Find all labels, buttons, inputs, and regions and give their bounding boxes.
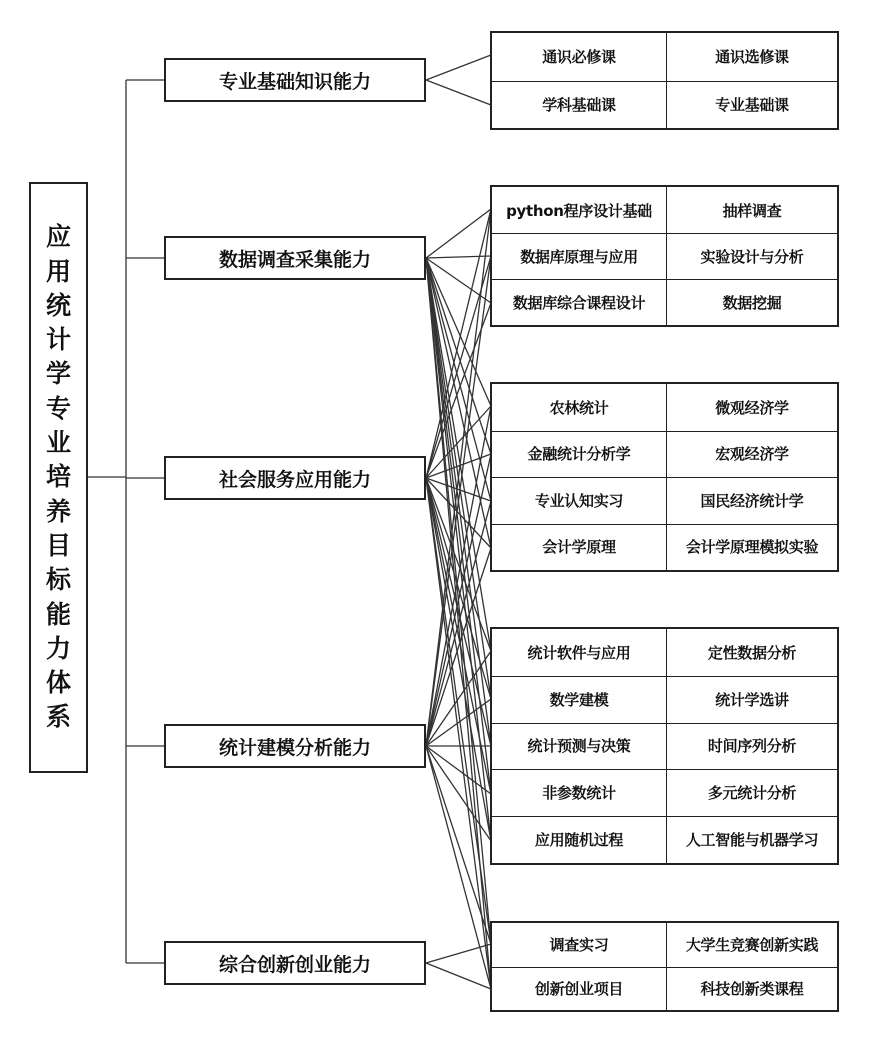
- course-cell: 调查实习: [549, 936, 609, 955]
- course-cell: 宏观经济学: [715, 445, 789, 464]
- category-box-data-collection: 数据调查采集能力: [164, 236, 426, 280]
- root-title-char: 专: [45, 393, 71, 423]
- root-title-char: 目: [45, 530, 71, 560]
- course-cell: 学科基础课: [542, 95, 616, 114]
- root-title-char: 力: [45, 633, 71, 663]
- root-title-char: 系: [45, 702, 71, 732]
- root-title-char: 用: [45, 256, 71, 286]
- course-cell: 人工智能与机器学习: [685, 831, 819, 850]
- course-cell: 数据库原理与应用: [520, 247, 638, 266]
- course-cell: 大学生竞赛创新实践: [685, 936, 819, 955]
- course-table-statistical-modeling: [490, 627, 839, 865]
- fan-line-foundation: [426, 80, 491, 105]
- course-cell: 定性数据分析: [707, 643, 797, 662]
- root-title-char: 能: [45, 599, 71, 629]
- root-title-char: 养: [45, 496, 71, 526]
- course-cell: 科技创新类课程: [700, 979, 804, 998]
- root-title-char: 业: [45, 428, 71, 458]
- root-title-char: 应: [45, 222, 71, 252]
- fan-line-innovation: [426, 963, 491, 989]
- fan-line-data-collection: [426, 256, 491, 258]
- fan-line-modeling: [426, 746, 491, 841]
- course-cell: 多元统计分析: [707, 784, 797, 803]
- course-table-social-service: [490, 382, 839, 572]
- course-cell: 统计软件与应用: [527, 643, 631, 662]
- root-title-char: 体: [45, 668, 71, 698]
- course-table-innovation: [490, 921, 839, 1012]
- course-cell: 通识必修课: [542, 48, 616, 67]
- course-cell: 微观经济学: [715, 398, 789, 417]
- course-cell: 统计预测与决策: [527, 737, 631, 756]
- course-cell: 数学建模: [549, 690, 609, 709]
- root-title-char: 培: [45, 462, 71, 492]
- root-title-box: [29, 182, 88, 773]
- course-cell: python程序设计基础: [506, 201, 652, 220]
- root-title-char: 学: [45, 359, 71, 389]
- course-table-data-collection: [490, 185, 839, 327]
- course-cell: 应用随机过程: [534, 831, 624, 850]
- course-cell: 数据库综合课程设计: [512, 293, 646, 312]
- course-cell: 时间序列分析: [707, 737, 797, 756]
- course-cell: 会计学原理模拟实验: [685, 538, 819, 557]
- course-cell: 非参数统计: [542, 784, 616, 803]
- category-box-social-service: 社会服务应用能力: [164, 456, 426, 500]
- course-table-foundation: [490, 31, 839, 130]
- cross-line: [426, 478, 491, 746]
- cross-line: [426, 478, 491, 841]
- course-cell: 数据挖掘: [722, 293, 782, 312]
- course-cell: 通识选修课: [715, 48, 789, 67]
- category-box-statistical-modeling: 统计建模分析能力: [164, 724, 426, 768]
- course-cell: 实验设计与分析: [700, 247, 804, 266]
- course-cell: 统计学选讲: [715, 690, 789, 709]
- root-title-char: 计: [45, 325, 71, 355]
- root-title-char: 统: [45, 290, 71, 320]
- course-cell: 抽样调查: [722, 201, 782, 220]
- course-cell: 农林统计: [549, 398, 609, 417]
- course-cell: 专业基础课: [715, 95, 789, 114]
- course-cell: 创新创业项目: [534, 979, 624, 998]
- category-box-innovation-entrepreneurship: 综合创新创业能力: [164, 941, 426, 985]
- course-cell: 金融统计分析学: [527, 445, 631, 464]
- course-cell: 会计学原理: [542, 538, 616, 557]
- root-title-char: 标: [45, 565, 71, 595]
- course-cell: 国民经济统计学: [700, 491, 804, 510]
- fan-line-foundation: [426, 55, 491, 80]
- fan-line-social-service: [426, 406, 491, 478]
- category-box-foundation-knowledge: 专业基础知识能力: [164, 58, 426, 102]
- course-cell: 专业认知实习: [534, 491, 624, 510]
- cross-line: [426, 746, 491, 989]
